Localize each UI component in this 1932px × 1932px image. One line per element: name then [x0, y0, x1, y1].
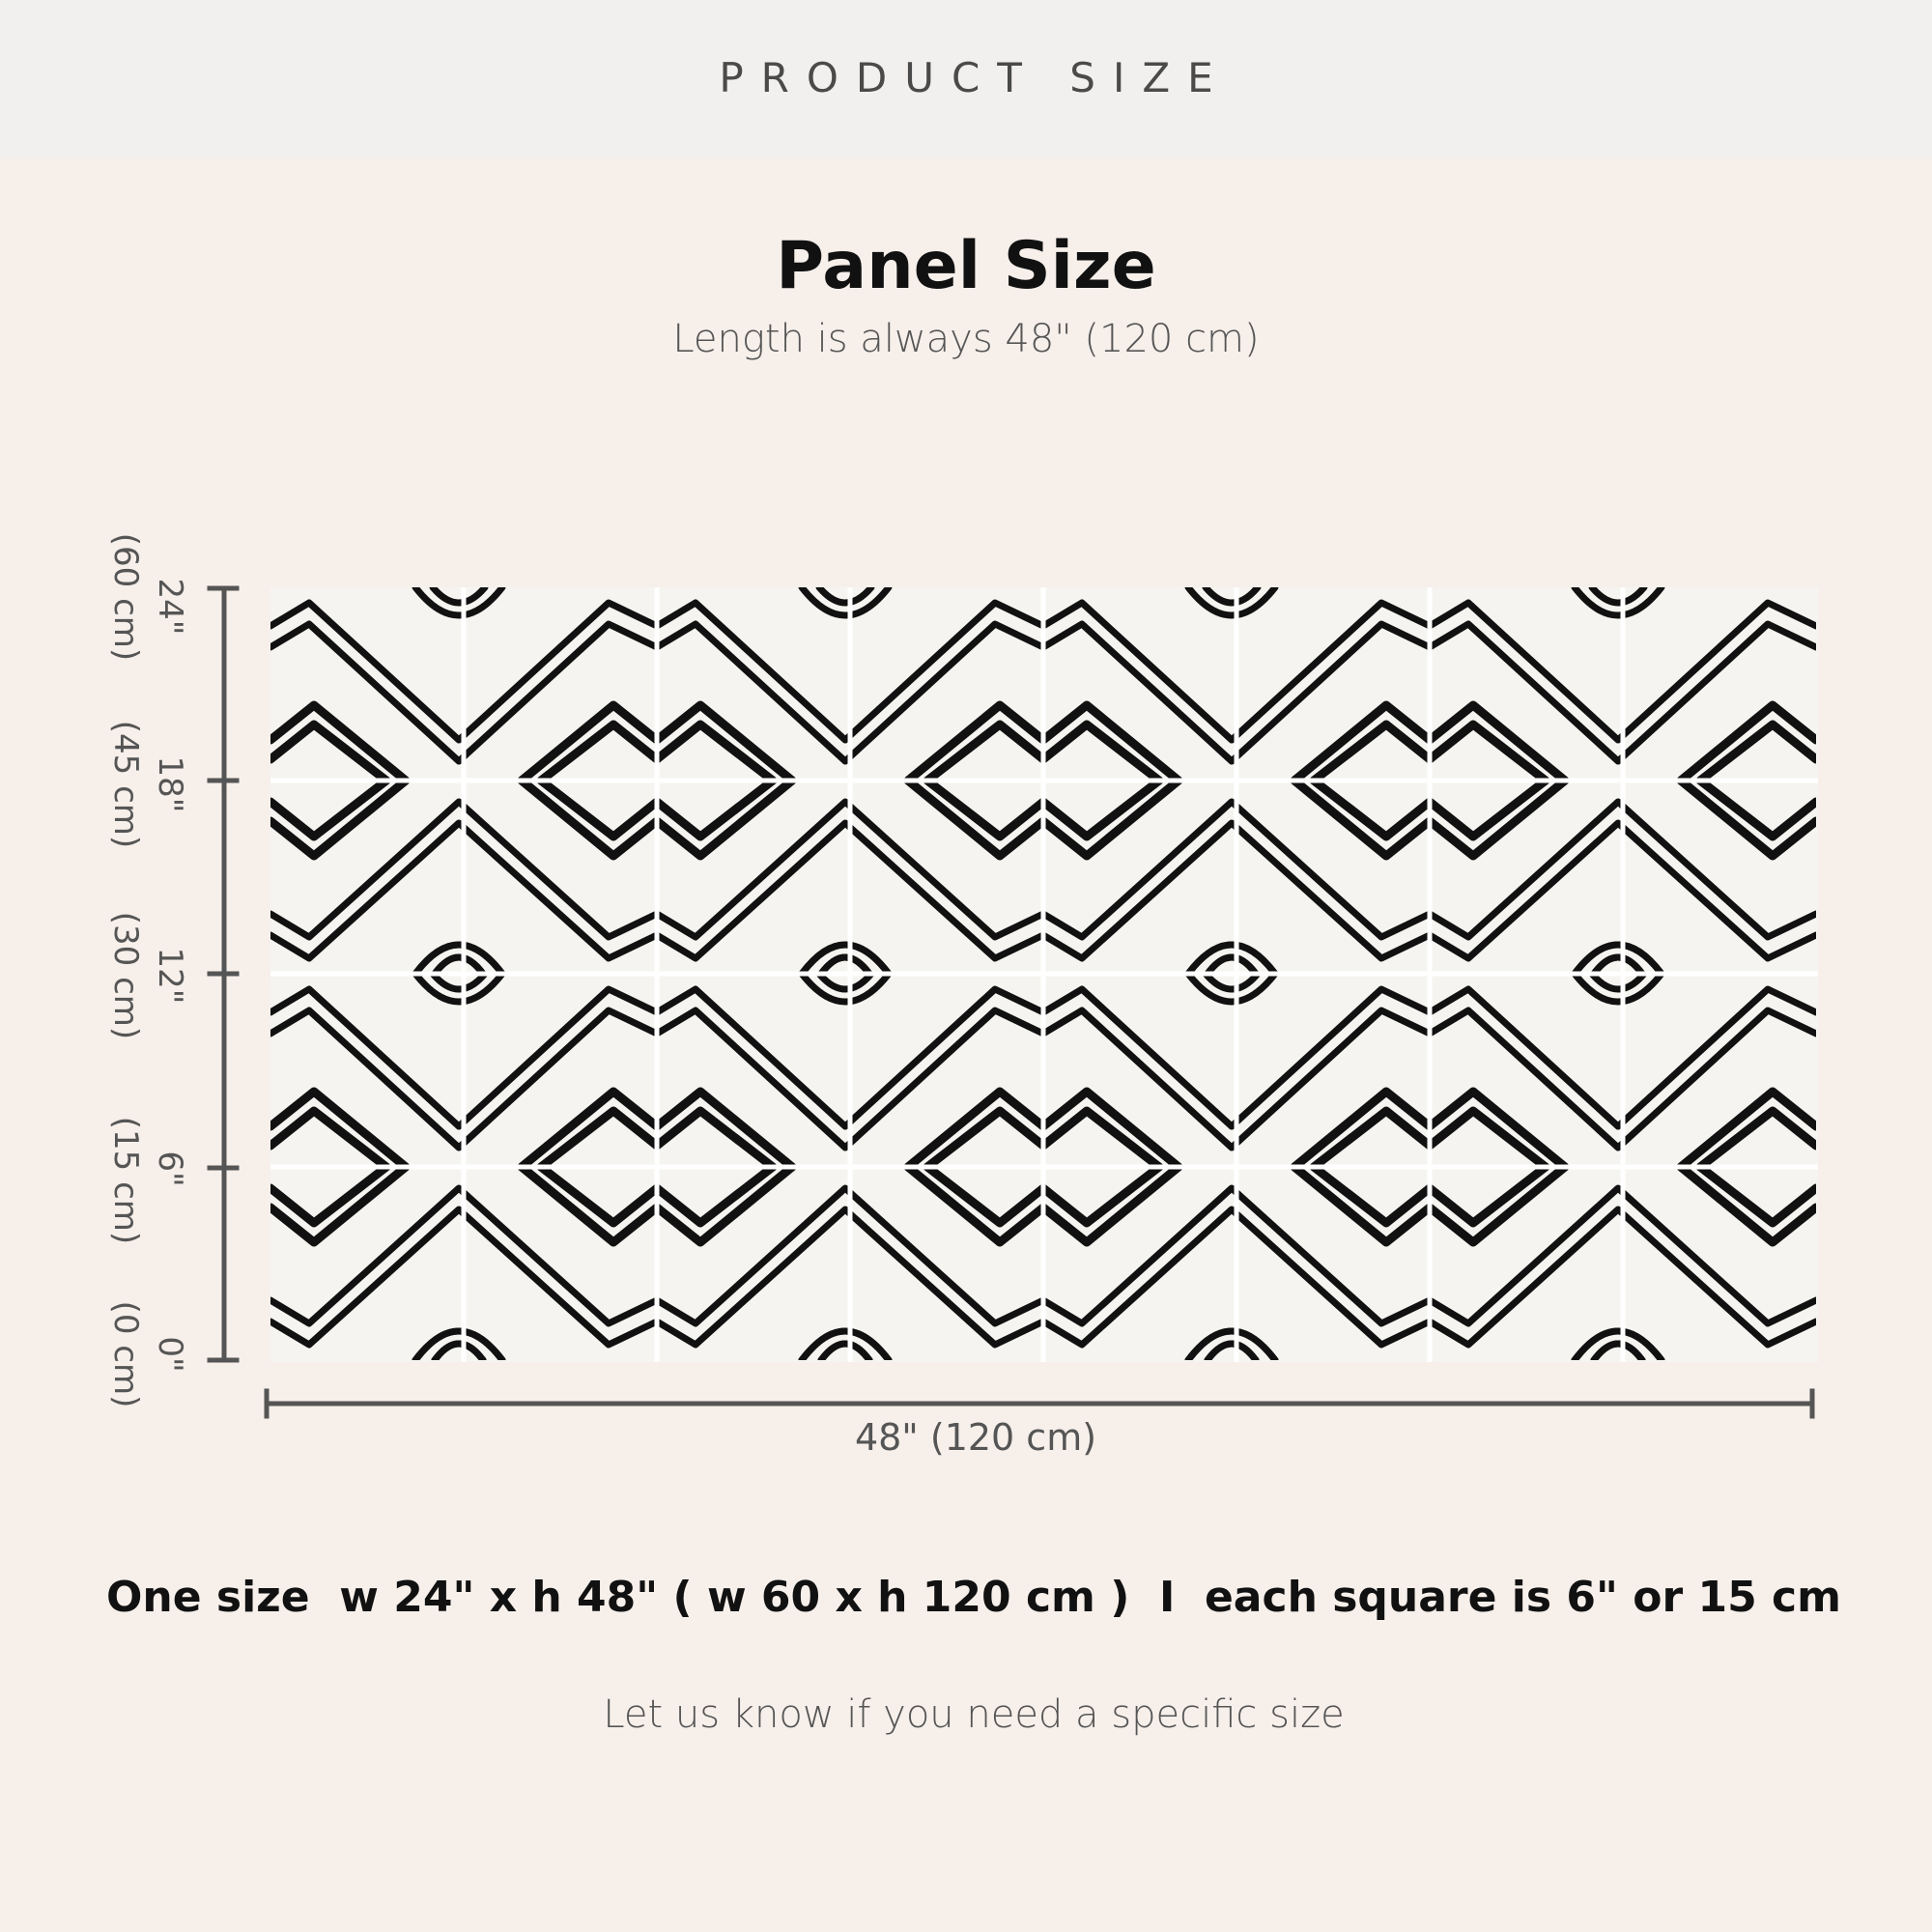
vertical-label-6-inch: 6" [151, 1151, 189, 1187]
vertical-label-30-cm: (30 cm) [106, 911, 145, 1040]
size-summary: One size w 24" x h 48" ( w 60 x h 120 cm ) I each square is 6" or 15 cm [106, 1573, 1841, 1622]
panel-subtitle: Length is always 48" (120 cm) [672, 317, 1260, 361]
vertical-label-18-inch: 18" [151, 755, 189, 813]
header-title: PRODUCT SIZE [719, 54, 1231, 101]
vertical-label-45-cm: (45 cm) [106, 720, 145, 849]
pattern-panel [270, 587, 1818, 1362]
vertical-label-15-cm: (15 cm) [106, 1116, 145, 1245]
custom-size-note: Let us know if you need a specific size [603, 1692, 1345, 1737]
vertical-label-60-cm: (60 cm) [106, 532, 145, 662]
vertical-label-0-inch: 0" [151, 1336, 189, 1373]
vertical-label-12-inch: 12" [151, 947, 189, 1005]
vertical-label-24-inch: 24" [151, 578, 189, 636]
horizontal-length-label: 48" (120 cm) [854, 1416, 1097, 1459]
pattern-tiles [270, 587, 1818, 1362]
vertical-label-0-cm: (0 cm) [106, 1300, 145, 1408]
panel-title: Panel Size [776, 228, 1156, 304]
